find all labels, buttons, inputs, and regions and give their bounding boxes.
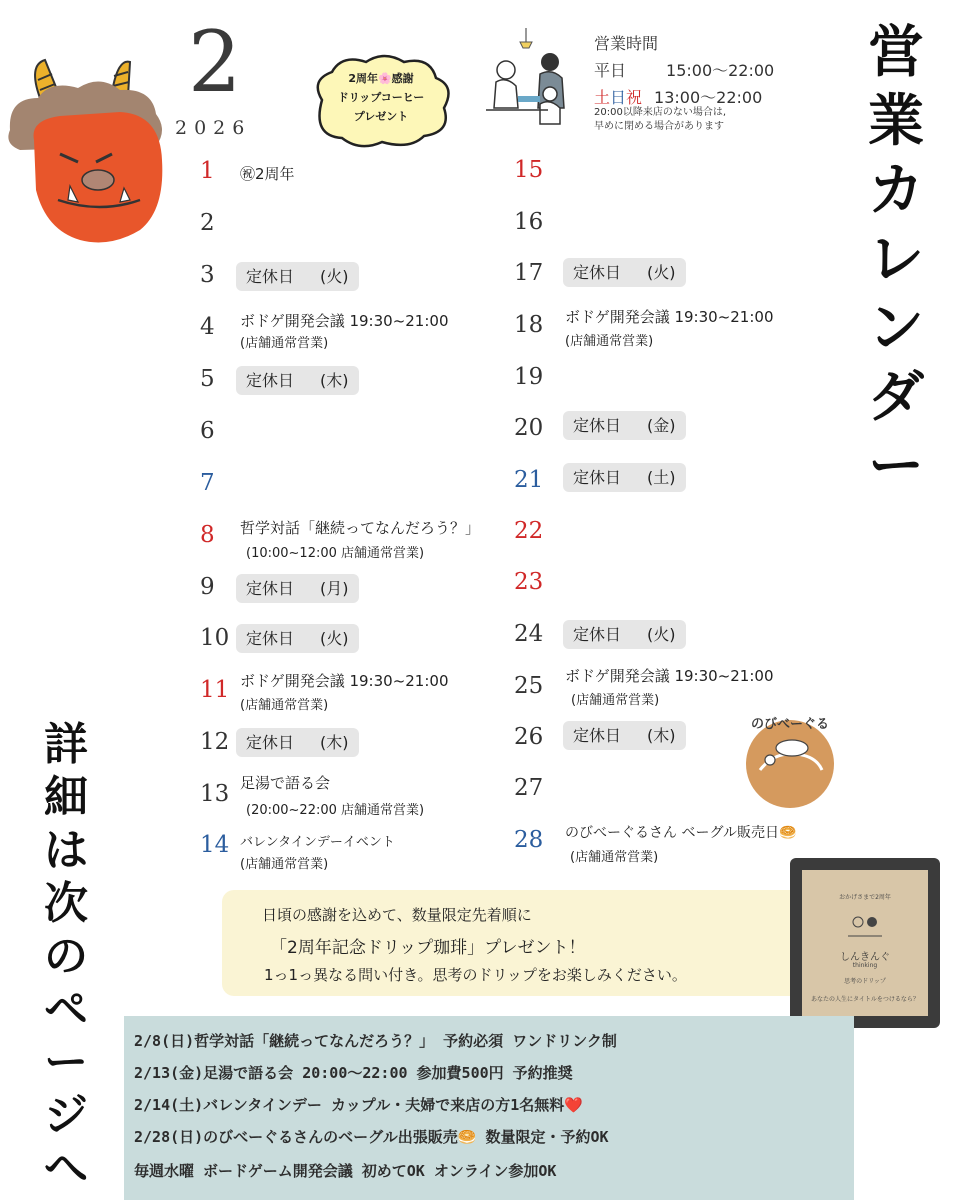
hours-note-line-2: 早めに閉める場合があります <box>594 121 724 132</box>
day-20: 20 <box>514 415 544 441</box>
business-hours <box>594 30 774 111</box>
weekend-time: 13:00〜22:00 <box>654 88 763 107</box>
day-3: 3 <box>200 262 215 288</box>
detail-line: 2/13(金)足湯で語る会 20:00〜22:00 参加費500円 予約推奨 <box>134 1064 573 1082</box>
day-16: 16 <box>514 209 544 235</box>
drip-coffee-package <box>790 858 940 1028</box>
day-18: 18 <box>514 312 544 338</box>
title-char: レ <box>868 227 924 292</box>
event-anniversary: ㊗2周年 <box>240 165 295 183</box>
oni-illustration <box>0 50 175 250</box>
banner-line-3: 1っ1っ異なる問い付き。思考のドリップをお楽しみください。 <box>264 966 687 984</box>
note-char: は <box>44 825 88 876</box>
day-17: 17 <box>514 260 544 286</box>
day-2: 2 <box>200 210 215 236</box>
note-char: 次 <box>44 878 88 929</box>
event-sub: (店舗通常営業) <box>240 857 329 872</box>
closed-label: 定休日 <box>246 371 295 390</box>
closed-label: 定休日 <box>573 468 622 487</box>
title-char: 営 <box>868 20 924 85</box>
weekday-label: (木) <box>647 726 676 745</box>
event-philosophy: 哲学対話「継続ってなんだろう？」 <box>240 519 481 537</box>
weekday-label: (金) <box>647 416 676 435</box>
detail-line: 2/8(日)哲学対話「継続ってなんだろう？」 予約必須 ワンドリンク制 <box>134 1032 617 1050</box>
event-sub: (店舗通常営業) <box>240 336 329 351</box>
day-11: 11 <box>200 677 230 703</box>
weekday-label: (火) <box>647 625 676 644</box>
anniversary-badge-text <box>302 69 460 126</box>
month-number: 2 <box>188 13 242 111</box>
logo-text: のびべーぐる <box>750 717 829 732</box>
weekday-hours <box>594 57 774 84</box>
closed-day-pill <box>236 574 359 603</box>
calendar-title-vertical <box>856 18 936 501</box>
weekday-label: (木) <box>320 733 349 752</box>
note-char: 細 <box>44 772 88 823</box>
note-char: の <box>44 931 88 982</box>
sunday-label: 日 <box>610 88 627 107</box>
hours-note-line-1: 20:00以降来店のない場合は, <box>594 107 726 118</box>
day-14: 14 <box>200 832 230 858</box>
hours-note <box>594 106 726 134</box>
event-bodoge: ボドゲ開発会議 19:30~21:00 <box>565 667 774 685</box>
package-illustration <box>846 912 884 942</box>
closed-label: 定休日 <box>246 629 295 648</box>
closed-label: 定休日 <box>573 625 622 644</box>
event-bodoge: ボドゲ開発会議 19:30~21:00 <box>240 672 449 690</box>
day-28: 28 <box>514 827 544 853</box>
title-char: ン <box>868 296 924 361</box>
note-char: 詳 <box>44 719 88 770</box>
event-sub: (店舗通常営業) <box>565 334 654 349</box>
hours-title: 営業時間 <box>594 34 659 53</box>
day-7: 7 <box>200 470 215 496</box>
event-footbath: 足湯で語る会 <box>240 774 331 792</box>
closed-day-pill <box>236 366 359 395</box>
event-bagel: のびべーぐるさん ベーグル販売日🥯 <box>565 825 797 841</box>
weekday-label: (木) <box>320 371 349 390</box>
cafe-people-illustration <box>478 28 578 128</box>
weekday-label: (月) <box>320 579 349 598</box>
weekday-time: 15:00〜22:00 <box>666 61 775 80</box>
event-details-box <box>124 1016 854 1200</box>
day-15: 15 <box>514 157 544 183</box>
day-24: 24 <box>514 621 544 647</box>
badge-line-3: プレゼント <box>353 110 409 123</box>
day-10: 10 <box>200 625 230 651</box>
event-valentine: バレンタインデーイベント <box>240 835 395 850</box>
day-8: 8 <box>200 522 215 548</box>
saturday-label: 土 <box>594 88 611 107</box>
closed-day-pill <box>563 411 686 440</box>
closed-label: 定休日 <box>246 579 295 598</box>
package-top-text: おかげさまで2周年 <box>839 894 891 901</box>
weekday-label: (火) <box>647 263 676 282</box>
closed-day-pill <box>563 463 686 492</box>
detail-line: 2/28(日)のびべーぐるさんのベーグル出張販売🥯 数量限定・予約OK <box>134 1128 609 1146</box>
day-19: 19 <box>514 364 544 390</box>
day-13: 13 <box>200 781 230 807</box>
package-label: 思考のドリップ <box>844 978 886 985</box>
package-question: あなたの人生にタイトルをつけるなら？ <box>811 996 919 1003</box>
closed-label: 定休日 <box>246 267 295 286</box>
closed-label: 定休日 <box>573 726 622 745</box>
day-26: 26 <box>514 724 544 750</box>
next-page-note-vertical <box>36 718 96 1195</box>
closed-label: 定休日 <box>246 733 295 752</box>
event-sub: (店舗通常営業) <box>570 850 659 865</box>
day-25: 25 <box>514 673 544 699</box>
note-char: ジ <box>44 1090 88 1141</box>
weekday-label: (火) <box>320 629 349 648</box>
closed-day-pill <box>236 728 359 757</box>
badge-line-2: ドリップコーヒー <box>337 91 425 104</box>
year: 2026 <box>175 117 252 139</box>
closed-day-pill <box>236 262 359 291</box>
banner-line-2: 「2周年記念ドリップ珈琲」プレゼント！ <box>270 938 586 958</box>
closed-label: 定休日 <box>573 263 622 282</box>
note-char: ペ <box>44 984 88 1035</box>
day-21: 21 <box>514 467 544 493</box>
day-6: 6 <box>200 418 215 444</box>
detail-line: 毎週水曜 ボードゲーム開発会議 初めてOK オンライン参加OK <box>134 1162 557 1180</box>
note-char: ー <box>44 1037 88 1088</box>
closed-day-pill <box>563 620 686 649</box>
day-22: 22 <box>514 518 544 544</box>
closed-label: 定休日 <box>573 416 622 435</box>
title-char: ー <box>868 434 924 499</box>
title-char: カ <box>868 158 924 223</box>
event-sub: (20:00~22:00 店舗通常営業) <box>246 803 425 818</box>
note-char: へ <box>44 1143 88 1194</box>
closed-day-pill <box>236 624 359 653</box>
event-sub: (10:00~12:00 店舗通常営業) <box>246 546 425 561</box>
weekday-label: (土) <box>647 468 676 487</box>
day-12: 12 <box>200 729 230 755</box>
package-sub: thinking <box>852 962 878 969</box>
banner-line-1: 日頃の感謝を込めて、数量限定先着順に <box>262 906 532 924</box>
title-char: ダ <box>868 365 924 430</box>
day-27: 27 <box>514 775 544 801</box>
weekday-label: (火) <box>320 267 349 286</box>
holiday-label: 祝 <box>626 88 643 107</box>
package-bag <box>802 870 928 1016</box>
closed-day-pill <box>563 721 686 750</box>
day-5: 5 <box>200 366 215 392</box>
badge-line-1: 2周年🌸感謝 <box>348 72 414 85</box>
event-bodoge: ボドゲ開発会議 19:30~21:00 <box>565 308 774 326</box>
gift-banner <box>222 890 802 996</box>
event-bodoge: ボドゲ開発会議 19:30~21:00 <box>240 312 449 330</box>
detail-line: 2/14(土)バレンタインデー カップル・夫婦で来店の方1名無料❤️ <box>134 1096 583 1114</box>
day-23: 23 <box>514 569 544 595</box>
package-name: しんきんぐ <box>840 952 890 963</box>
day-9: 9 <box>200 574 215 600</box>
event-sub: (店舗通常営業) <box>571 693 660 708</box>
event-sub: (店舗通常営業) <box>240 698 329 713</box>
title-char: 業 <box>868 89 924 154</box>
day-1: 1 <box>200 158 215 184</box>
day-4: 4 <box>200 314 215 340</box>
weekday-label: 平日 <box>594 61 627 80</box>
closed-day-pill <box>563 258 686 287</box>
